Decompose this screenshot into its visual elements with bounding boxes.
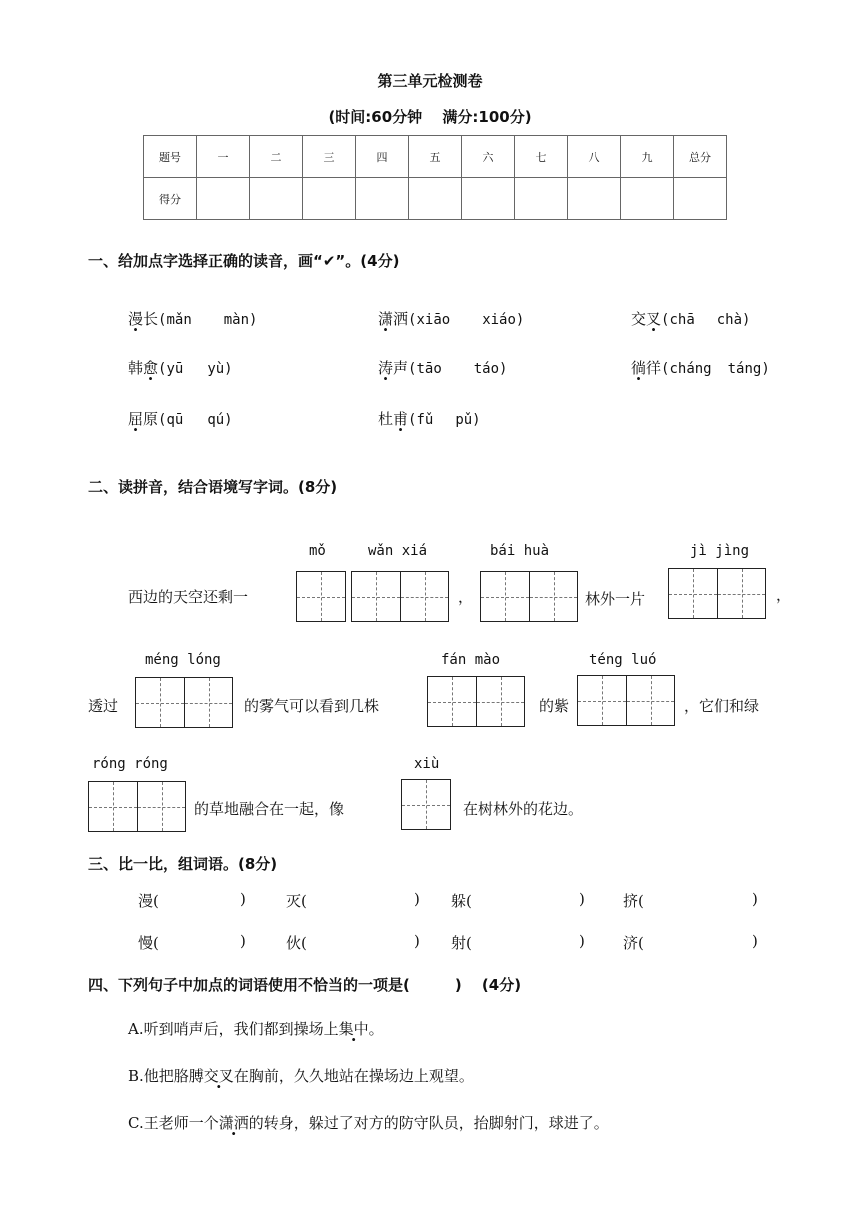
option-text: C.王老师一个 [128, 1114, 219, 1132]
dotted-char: 徜 [631, 359, 647, 377]
pinyin-option[interactable]: (qū [158, 412, 184, 428]
option-text: 在胸前，久久地站在操场边上观望。 [233, 1067, 474, 1085]
dotted-char: 屈 [128, 410, 144, 428]
sentence-text: ， [458, 588, 474, 606]
reading-item-8 [378, 408, 481, 429]
compare-close: ) [579, 890, 585, 908]
pinyin-hint: fán mào [441, 652, 501, 668]
pinyin-hint: xiù [414, 756, 440, 772]
dotted-char: 漫 [128, 310, 144, 328]
pinyin-option[interactable]: pǔ) [455, 412, 481, 428]
score-input-cell[interactable] [621, 178, 674, 220]
reading-item-4 [128, 357, 233, 378]
score-header-cell: 总分 [674, 136, 727, 178]
compare-close: ) [240, 932, 246, 950]
char-cell[interactable] [626, 676, 674, 725]
pinyin-hint: mǒ [309, 543, 326, 559]
pinyin-option[interactable]: (mǎn [158, 312, 192, 328]
pinyin-option[interactable]: xiáo) [482, 312, 525, 328]
char-grid-menglong[interactable] [135, 677, 233, 728]
pinyin-option[interactable]: yù) [207, 361, 233, 377]
sentence-text: ， [776, 586, 792, 604]
reading-item-6 [631, 357, 770, 378]
pinyin-hint: méng lóng [145, 652, 221, 668]
score-header-cell: 二 [250, 136, 303, 178]
section3-heading: 三、比一比，组词语。(8分) [88, 855, 278, 873]
option-text: A.听到哨声后，我们都到操场上 [128, 1020, 339, 1038]
compare-close: ) [579, 932, 585, 950]
score-input-cell[interactable] [303, 178, 356, 220]
pinyin-option[interactable]: táo) [473, 361, 508, 377]
pinyin-option[interactable]: màn) [223, 312, 258, 328]
reading-item-2 [378, 308, 524, 329]
reading-item-3 [631, 308, 750, 329]
sentence-text: ，它们和绿 [684, 697, 760, 715]
option-a[interactable] [128, 1018, 384, 1039]
item-text: 原 [143, 410, 159, 428]
score-table [143, 135, 727, 220]
score-header-cell: 题号 [144, 136, 197, 178]
compare-open: 慢( [138, 934, 159, 952]
dotted-char: 涛 [378, 359, 394, 377]
pinyin-option[interactable]: (tāo [408, 361, 442, 377]
dotted-char: 愈 [143, 359, 159, 377]
option-b[interactable] [128, 1065, 474, 1086]
score-input-cell[interactable] [356, 178, 409, 220]
char-grid-mo[interactable] [296, 571, 346, 622]
option-c[interactable] [128, 1112, 609, 1133]
score-input-cell[interactable] [409, 178, 462, 220]
score-header-cell: 八 [568, 136, 621, 178]
score-header-cell: 六 [462, 136, 515, 178]
dotted-char: 潇 [378, 310, 394, 328]
pinyin-hint: bái huà [490, 543, 550, 559]
char-grid-tengluo[interactable] [577, 675, 675, 726]
char-cell[interactable] [481, 572, 529, 621]
item-text: 徉 [646, 359, 662, 377]
compare-open: 躲( [451, 892, 472, 910]
compare-open: 射( [451, 934, 472, 952]
compare-open: 灭( [286, 892, 307, 910]
score-header-cell: 三 [303, 136, 356, 178]
section2-heading: 二、读拼音，结合语境写字词。(8分) [88, 478, 338, 496]
pinyin-hint: wǎn xiá [368, 543, 428, 559]
compare-close: ) [414, 890, 420, 908]
char-cell[interactable] [717, 569, 765, 618]
score-input-cell[interactable] [515, 178, 568, 220]
compare-open: 漫( [138, 892, 159, 910]
char-cell[interactable] [400, 572, 448, 621]
char-cell[interactable] [184, 678, 232, 727]
item-text: 洒 [393, 310, 409, 328]
score-row-label: 得分 [144, 178, 197, 220]
char-cell[interactable] [352, 572, 400, 621]
char-cell[interactable] [89, 782, 137, 831]
char-cell[interactable] [578, 676, 626, 725]
reading-item-7 [128, 408, 233, 429]
pinyin-option[interactable]: (xiāo [408, 312, 451, 328]
dotted-word: 潇洒 [218, 1114, 249, 1132]
char-cell[interactable] [297, 572, 345, 621]
score-input-cell[interactable] [197, 178, 250, 220]
item-text: 声 [393, 359, 409, 377]
char-grid-fanmao[interactable] [427, 676, 525, 727]
dotted-word: 集中 [338, 1020, 369, 1038]
sentence-text: 林外一片 [585, 590, 646, 608]
compare-close: ) [752, 890, 758, 908]
score-input-cell[interactable] [250, 178, 303, 220]
item-text: 交 [631, 310, 647, 328]
char-cell[interactable] [136, 678, 184, 727]
pinyin-option[interactable]: qú) [207, 412, 233, 428]
sentence-text: 的草地融合在一起，像 [194, 800, 345, 818]
item-text: 长 [143, 310, 159, 328]
score-input-cell[interactable] [674, 178, 727, 220]
char-grid-rongrong[interactable] [88, 781, 186, 832]
score-table-header-row [144, 136, 727, 178]
option-text: 。 [368, 1020, 384, 1038]
pinyin-hint: róng róng [92, 756, 168, 772]
pinyin-option[interactable]: táng) [727, 361, 770, 377]
item-text: 韩 [128, 359, 144, 377]
pinyin-option[interactable]: chà) [716, 312, 751, 328]
score-table-score-row [144, 178, 727, 220]
compare-open: 挤( [623, 892, 644, 910]
pinyin-hint: téng luó [589, 652, 657, 668]
sentence-text: 透过 [88, 697, 119, 715]
reading-item-1 [128, 308, 257, 329]
pinyin-option[interactable]: (yū [158, 361, 184, 377]
pinyin-option[interactable]: (cháng [661, 361, 712, 377]
score-header-cell: 一 [197, 136, 250, 178]
reading-item-5 [378, 357, 507, 378]
char-cell[interactable] [428, 677, 476, 726]
char-grid-jijing[interactable] [668, 568, 766, 619]
pinyin-hint: jì jìng [690, 543, 750, 559]
char-grid-baihua[interactable] [480, 571, 578, 622]
char-cell[interactable] [137, 782, 185, 831]
char-grid-wanxia[interactable] [351, 571, 449, 622]
option-text: 的转身，躲过了对方的防守队员，抬脚射门，球进了。 [248, 1114, 609, 1132]
page-title: 第三单元检测卷 [377, 72, 483, 90]
sentence-text: 的雾气可以看到几株 [244, 697, 380, 715]
dotted-word: 交叉 [203, 1067, 234, 1085]
dotted-char: 甫 [393, 410, 409, 428]
compare-close: ) [240, 890, 246, 908]
score-header-cell: 七 [515, 136, 568, 178]
pinyin-option[interactable]: (chā [661, 312, 695, 328]
score-header-cell: 九 [621, 136, 674, 178]
char-cell[interactable] [476, 677, 524, 726]
char-cell[interactable] [669, 569, 717, 618]
sentence-text: 西边的天空还剩一 [128, 588, 249, 606]
score-input-cell[interactable] [568, 178, 621, 220]
item-text: 杜 [378, 410, 394, 428]
page-subtitle: (时间:60分钟 满分:100分) [328, 108, 532, 126]
score-header-cell: 四 [356, 136, 409, 178]
score-header-cell: 五 [409, 136, 462, 178]
sentence-text: 的紫 [539, 697, 570, 715]
sentence-text: 在树林外的花边。 [463, 800, 584, 818]
option-text: B.他把胳膊 [128, 1067, 204, 1085]
compare-close: ) [752, 932, 758, 950]
compare-open: 伙( [286, 934, 307, 952]
char-grid-xiu[interactable] [401, 779, 451, 830]
pinyin-option[interactable]: (fǔ [408, 412, 434, 428]
compare-open: 济( [623, 934, 644, 952]
char-cell[interactable] [402, 780, 450, 829]
score-input-cell[interactable] [462, 178, 515, 220]
char-cell[interactable] [529, 572, 577, 621]
dotted-char: 叉 [646, 310, 662, 328]
section1-heading: 一、给加点字选择正确的读音，画“✔”。(4分) [88, 252, 400, 270]
section4-heading: 四、下列句子中加点的词语使用不恰当的一项是( ) (4分) [88, 976, 522, 994]
compare-close: ) [414, 932, 420, 950]
